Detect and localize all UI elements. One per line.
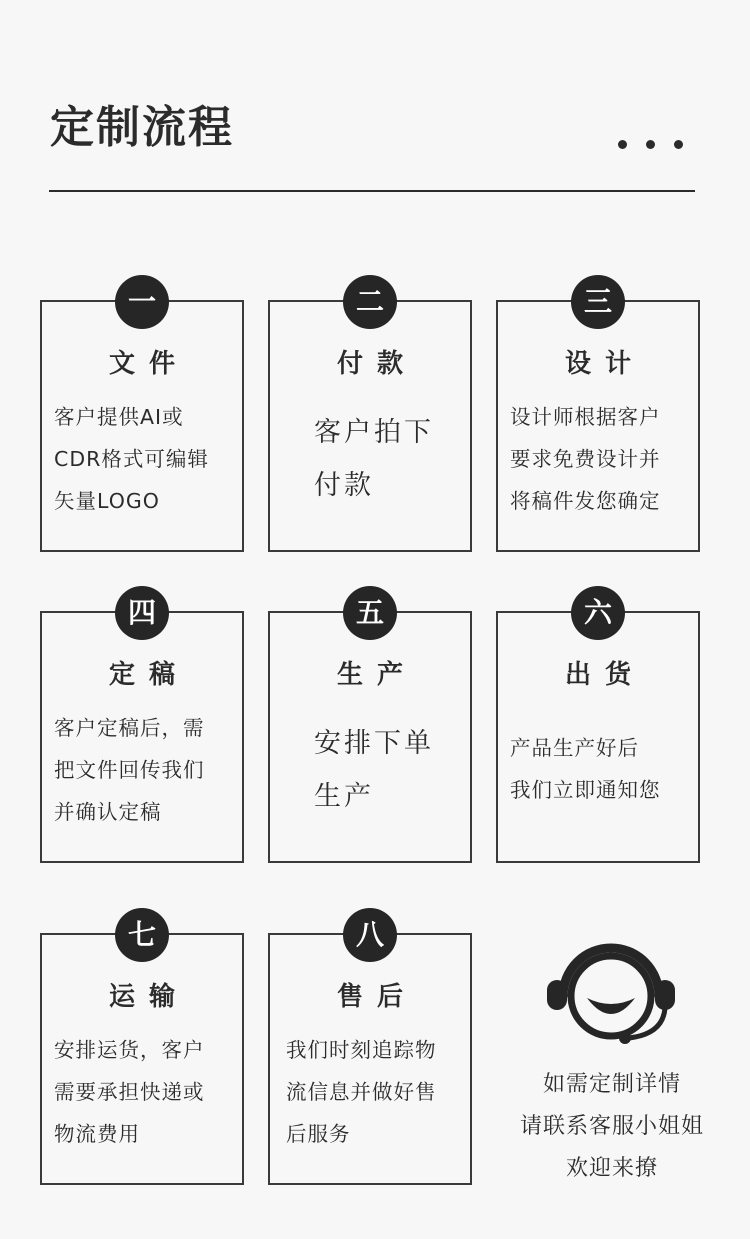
step-card-2 [268,285,472,552]
step-description: 客户拍下 付款 [314,417,434,501]
page-title: 定制流程 [50,102,234,153]
header-divider [49,190,695,192]
step-title: 生产 [336,660,417,690]
step-number-badge: 八 [343,908,397,962]
step-description: 安排运货，客户 需要承担快递或 物流费用 [54,1038,205,1146]
step-title: 运输 [108,982,189,1012]
step-number-badge: 四 [115,586,169,640]
step-card-4 [40,596,244,863]
step-title: 出货 [564,660,645,690]
step-description: 我们时刻追踪物 流信息并做好售 后服务 [286,1038,437,1146]
step-title: 文件 [108,349,189,379]
step-number-badge: 三 [571,275,625,329]
more-icon [612,140,692,152]
step-card-8 [268,918,472,1185]
step-title: 售后 [336,982,417,1012]
step-card-7 [40,918,244,1185]
step-description: 客户提供AI或 CDR格式可编辑 矢量LOGO [54,405,209,513]
step-description: 客户定稿后，需 把文件回传我们 并确认定稿 [54,716,205,824]
step-number-badge: 一 [115,275,169,329]
customer-service-headset-icon [545,938,677,1048]
step-card-6 [496,596,700,863]
step-description: 产品生产好后 我们立即通知您 [510,736,661,802]
step-number-badge: 六 [571,586,625,640]
step-card-5 [268,596,472,863]
support-message: 如需定制详情 请联系客服小姐姐 欢迎来撩 [519,1072,704,1181]
step-number-badge: 五 [343,586,397,640]
step-title: 设计 [564,349,645,379]
step-title: 付款 [336,349,417,379]
step-title: 定稿 [108,660,189,690]
step-description: 设计师根据客户 要求免费设计并 将稿件发您确定 [510,405,661,513]
step-number-badge: 二 [343,275,397,329]
step-description: 安排下单 生产 [314,728,434,812]
step-number-badge: 七 [115,908,169,962]
step-card-3 [496,285,700,552]
step-card-1 [40,285,244,552]
